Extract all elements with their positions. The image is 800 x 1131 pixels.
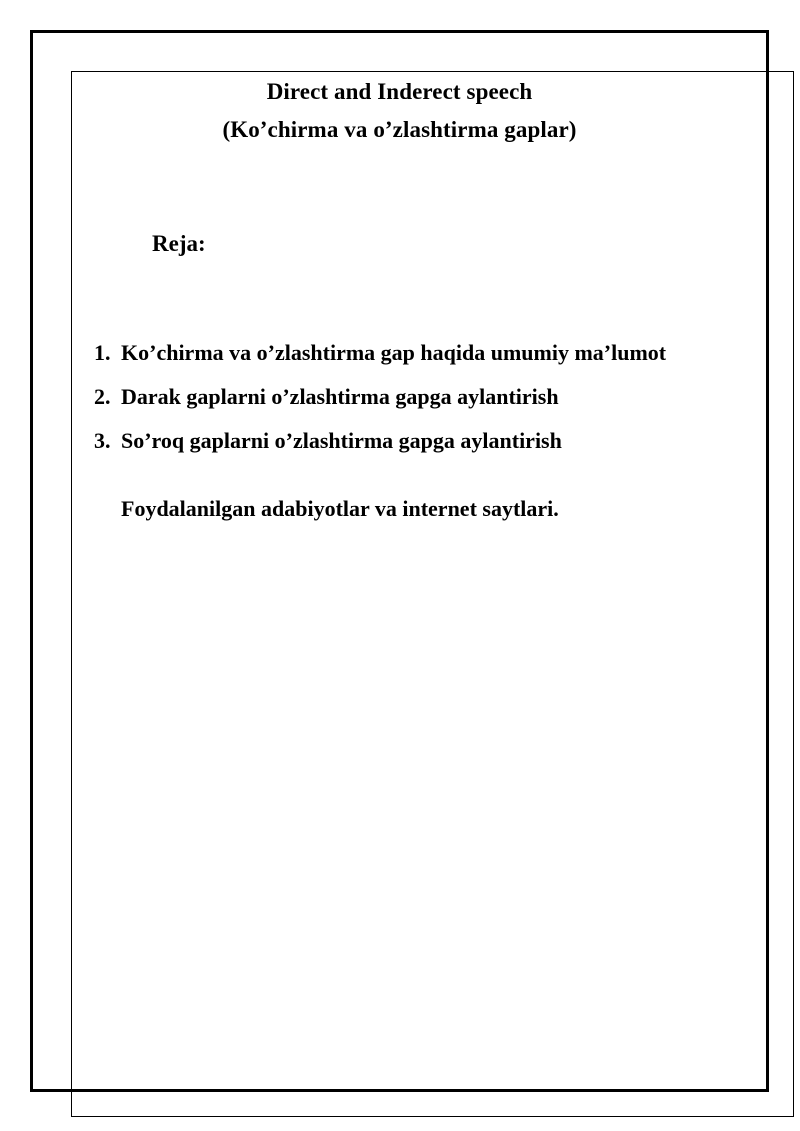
plan-heading: Reja: xyxy=(152,231,206,256)
list-item-marker: 3. xyxy=(94,428,111,453)
list-item-marker: 1. xyxy=(94,340,111,365)
list-item-label: So’roq gaplarni o’zlashtirma gapga aylantirish xyxy=(121,428,562,453)
document-content xyxy=(48,48,751,1074)
list-item xyxy=(48,419,751,463)
plan-list xyxy=(48,259,751,463)
list-item xyxy=(48,375,751,419)
list-item-marker: 2. xyxy=(94,384,111,409)
page-title xyxy=(48,48,751,149)
list-item-label: Darak gaplarni o’zlashtirma gapga aylantirish xyxy=(121,384,559,409)
title-line-secondary: (Ko’chirma va o’zlashtirma gaplar) xyxy=(222,117,577,142)
list-item xyxy=(48,331,751,375)
title-line-primary: Direct and Inderect speech xyxy=(266,79,533,104)
list-item-label: Ko’chirma va o’zlashtirma gap haqida umumiy ma’lumot xyxy=(121,340,667,365)
references-line: Foydalanilgan adabiyotlar va internet saytlari. xyxy=(121,496,559,521)
